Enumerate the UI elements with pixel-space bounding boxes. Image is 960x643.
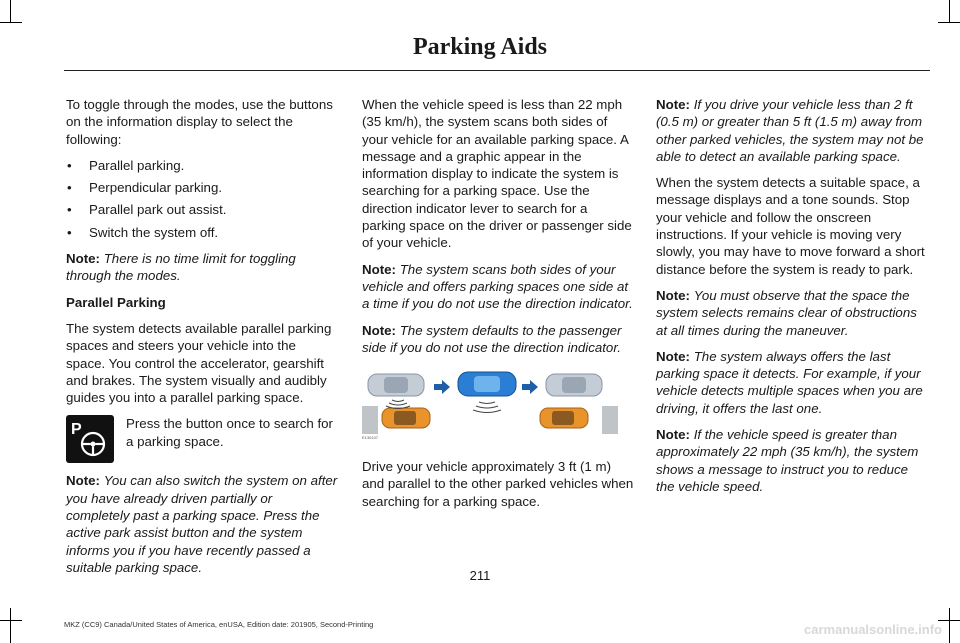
grey-car-icon	[368, 374, 424, 396]
body-paragraph: The system detects available parallel parking spaces and steers your vehicle into the space. You control the accelerator, gearshift and brakes. The system visually and audibly guides you into a parallel parking space.	[66, 320, 332, 406]
sensor-wave-icon	[473, 402, 501, 413]
note-paragraph	[656, 348, 928, 417]
note-paragraph	[362, 261, 634, 313]
note-text: The system scans both sides of your vehicle and offers parking spaces one side at a time if you do not use the direction indicator.	[362, 261, 633, 312]
grey-car-icon	[546, 374, 602, 396]
body-paragraph: When the vehicle speed is less than 22 mph (35 km/h), the system scans both sides of your vehicle for an available parking space. A message and a graphic appear in the information display to indicate the system is searching for a parking space. Use the direction indicator lever to search for a parking space on the driver or passenger side of your vehicle.	[362, 97, 632, 251]
body-paragraph: Drive your vehicle approximately 3 ft (1 m) and parallel to the other parked vehicles when searching for a parking space.	[362, 459, 634, 509]
intro-paragraph: To toggle through the modes, use the buttons on the information display to select the following:	[66, 97, 333, 147]
note-paragraph	[656, 287, 928, 339]
note-label: Note:	[656, 97, 690, 112]
note-label: Note:	[656, 287, 690, 303]
note-text: If the vehicle speed is greater than approximately 22 mph (35 km/h), the system shows a message to instruct you to reduce the vehicle speed.	[656, 427, 919, 494]
section-heading: Parallel Parking	[66, 294, 166, 310]
note-label: Note:	[362, 261, 396, 277]
note-label: Note:	[656, 348, 690, 364]
page-title: Parking Aids	[412, 34, 548, 60]
note-label: Note:	[66, 251, 100, 267]
list-item: • Perpendicular parking.	[66, 179, 338, 196]
curb-block	[602, 406, 618, 434]
note-text: You must observe that the space the system selects remains clear of obstructions at all times during the maneuver.	[656, 287, 917, 338]
note-label: Note:	[362, 322, 396, 338]
note-paragraph	[362, 322, 634, 357]
sensor-wave-icon	[386, 400, 410, 409]
parked-car-icon	[382, 408, 430, 428]
header-rule	[64, 70, 930, 71]
curb-block	[362, 406, 378, 434]
note-paragraph	[66, 250, 338, 285]
note-text: There is no time limit for toggling through the modes.	[66, 251, 296, 284]
column-3	[656, 96, 928, 504]
svg-text:P: P	[71, 421, 82, 439]
column-1	[66, 96, 338, 585]
note-label: Note:	[66, 473, 100, 489]
arrow-right-icon	[522, 380, 538, 394]
note-paragraph	[656, 426, 928, 495]
blue-car-icon	[458, 372, 516, 396]
arrow-right-icon	[434, 380, 450, 394]
list-item: • Parallel park out assist.	[66, 201, 338, 218]
page-number: 211	[469, 568, 491, 583]
column-2	[362, 96, 634, 519]
note-label: Note:	[656, 427, 690, 443]
watermark: carmanualsonline.info	[804, 622, 942, 637]
note-text: If you drive your vehicle less than 2 ft (0.5 m) or greater than 5 ft (1.5 m) away from other parked vehicles, the system may not be able to detect an available parking space.	[656, 97, 924, 164]
parking-scan-illustration	[362, 368, 618, 440]
note-text: The system always offers the last parking space it detects. For example, if your vehicle detects multiple spaces when you are driving, it offers the last one.	[656, 348, 923, 416]
button-instruction-text: Press the button once to search for a parking space.	[126, 416, 333, 449]
note-text: The system defaults to the passenger side if you do not use the direction indicator.	[362, 322, 622, 355]
mode-list	[66, 157, 338, 241]
list-item: • Parallel parking.	[66, 157, 338, 174]
parked-car-icon	[540, 408, 588, 428]
list-item: • Switch the system off.	[66, 224, 338, 241]
park-assist-icon	[66, 415, 114, 463]
button-instruction	[66, 415, 338, 463]
note-paragraph	[66, 472, 338, 576]
document-footer: MKZ (CC9) Canada/United States of America, enUSA, Edition date: 201905, Second-Printing	[64, 620, 374, 629]
figure-code: E130107	[362, 435, 379, 441]
note-paragraph	[656, 96, 928, 165]
body-paragraph: When the system detects a suitable space, a message displays and a tone sounds. Stop your vehicle and follow the onscreen instructions. If your vehicle is moving very slowly, you may have to move forward a short distance before the system is ready to park.	[656, 175, 925, 277]
note-text: You can also switch the system on after you have already driven partially or completely past a parking space. Press the active park assist button and the system informs you if you have recently passed a suitable parking space.	[66, 473, 338, 575]
